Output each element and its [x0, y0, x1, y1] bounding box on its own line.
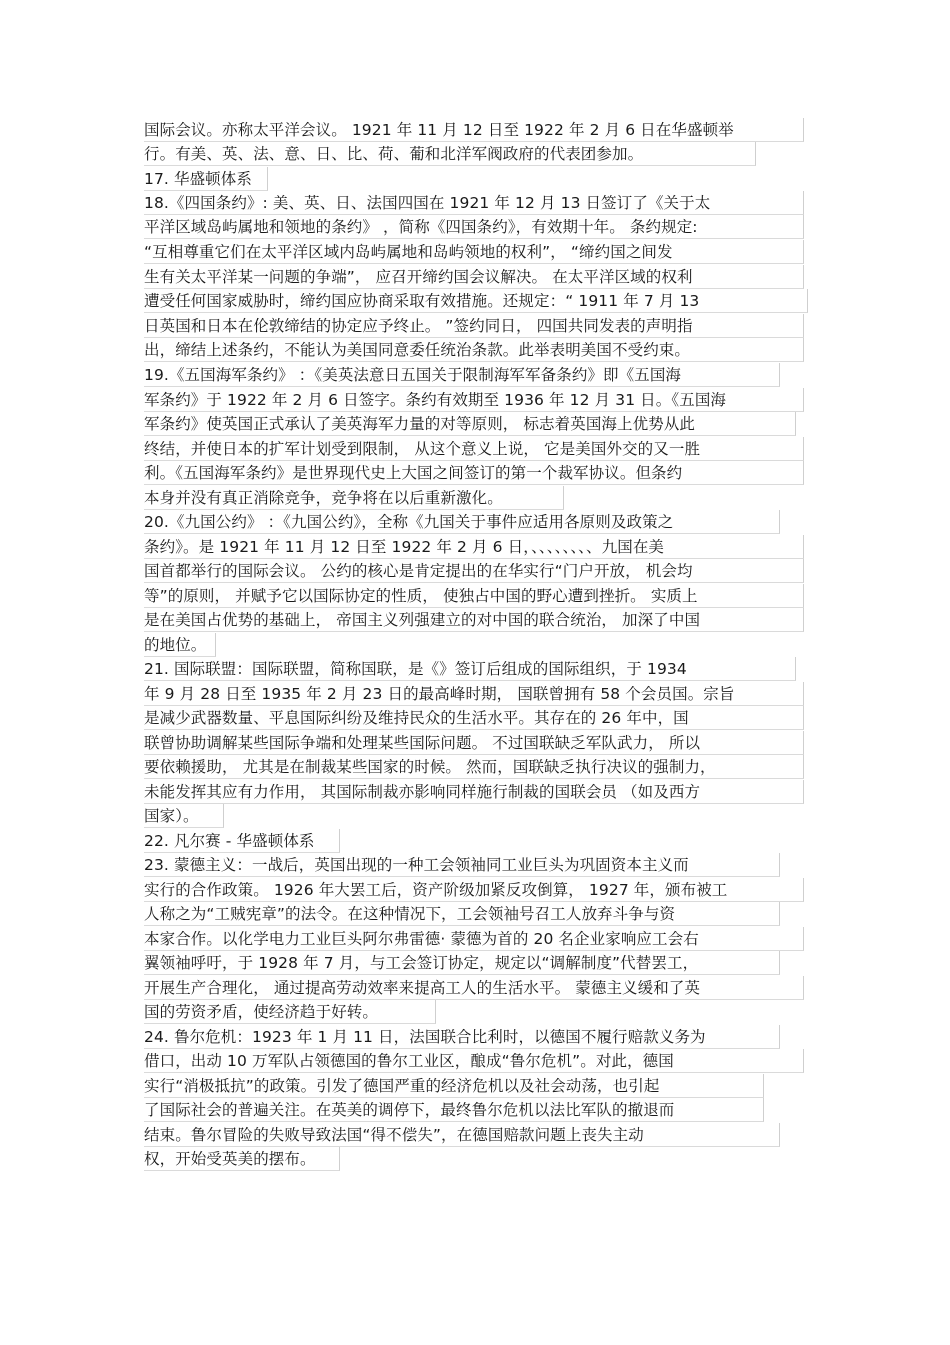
- text-line: 18.《四国条约》: 美、英、日、法国四国在 1921 年 12 月 13 日签订了《关于太: [144, 191, 804, 215]
- text-line: 出，缔结上述条约，不能认为美国同意委任统治条款。此举表明美国不受约束。: [144, 338, 804, 362]
- text-line: 了国际社会的普遍关注。在英美的调停下，最终鲁尔危机以法比军队的撤退而: [144, 1098, 764, 1122]
- section-heading: 17. 华盛顿体系: [144, 167, 268, 191]
- text-line: “互相尊重它们在太平洋区域内岛屿属地和岛屿领地的权利”， “缔约国之间发: [144, 240, 804, 264]
- text-line: 的地位。: [144, 633, 216, 657]
- text-line: 20.《九国公约》 ：《九国公约》，全称《九国关于事件应适用各原则及政策之: [144, 510, 780, 534]
- section-heading: 22. 凡尔赛 - 华盛顿体系: [144, 829, 340, 853]
- text-line: 等”的原则， 并赋予它以国际协定的性质， 使独占中国的野心遭到挫折。 实质上: [144, 584, 804, 608]
- text-line: 遭受任何国家威胁时，缔约国应协商采取有效措施。还规定：“ 1911 年 7 月 13: [144, 289, 808, 313]
- text-line: 人称之为“工贼宪章”的法令。在这种情况下，工会领袖号召工人放弃斗争与资: [144, 902, 780, 926]
- text-line: 借口，出动 10 万军队占领德国的鲁尔工业区，酿成“鲁尔危机”。对此，德国: [144, 1049, 804, 1073]
- text-line: 军条约》于 1922 年 2 月 6 日签字。条约有效期至 1936 年 12 月 31 日。《五国海: [144, 388, 804, 412]
- text-line: 实行“消极抵抗”的政策。引发了德国严重的经济危机以及社会动荡，也引起: [144, 1074, 764, 1098]
- text-line: 日英国和日本在伦敦缔结的协定应予终止。 ”签约同日， 四国共同发表的声明指: [144, 314, 804, 338]
- text-line: 要依赖援助， 尤其是在制裁某些国家的时候。 然而，国联缺乏执行决议的强制力，: [144, 755, 804, 779]
- text-line: 联曾协助调解某些国际争端和处理某些国际问题。 不过国联缺乏军队武力， 所以: [144, 731, 804, 755]
- text-line: 条约》。是 1921 年 11 月 12 日至 1922 年 2 月 6 日，、、、、、、、、九国在美: [144, 535, 804, 559]
- text-line: 国际会议。亦称太平洋会议。 1921 年 11 月 12 日至 1922 年 2 月 6 日在华盛顿举: [144, 118, 804, 142]
- text-line: 未能发挥其应有力作用， 其国际制裁亦影响同样施行制裁的国联会员 （如及西方: [144, 780, 804, 804]
- text-line: 国的劳资矛盾，使经济趋于好转。: [144, 1000, 436, 1024]
- text-line: 本家合作。以化学电力工业巨头阿尔弗雷德· 蒙德为首的 20 名企业家响应工会右: [144, 927, 804, 951]
- text-line: 19.《五国海军条约》 ：《美英法意日五国关于限制海军军备条约》即《五国海: [144, 363, 780, 387]
- text-line: 是在美国占优势的基础上， 帝国主义列强建立的对中国的联合统治， 加深了中国: [144, 608, 804, 632]
- text-line: 国家）。: [144, 804, 224, 828]
- text-line: 利。《五国海军条约》是世界现代史上大国之间签订的第一个裁军协议。但条约: [144, 461, 804, 485]
- text-line: 行。有美、英、法、意、日、比、荷、葡和北洋军阀政府的代表团参加。: [144, 142, 756, 166]
- text-line: 实行的合作政策。 1926 年大罢工后，资产阶级加紧反攻倒算， 1927 年，颁布被工: [144, 878, 804, 902]
- text-line: 23. 蒙德主义：一战后，英国出现的一种工会领袖同工业巨头为巩固资本主义而: [144, 853, 780, 877]
- text-line: 军条约》使英国正式承认了美英海军力量的对等原则， 标志着英国海上优势从此: [144, 412, 796, 436]
- text-line: 权，开始受英美的摆布。: [144, 1147, 340, 1171]
- text-line: 本身并没有真正消除竞争，竞争将在以后重新激化。: [144, 486, 564, 510]
- text-line: 生有关太平洋某一问题的争端”， 应召开缔约国会议解决。 在太平洋区域的权利: [144, 265, 804, 289]
- text-line: 平洋区域岛屿属地和领地的条约》 ，简称《四国条约》，有效期十年。 条约规定:: [144, 215, 804, 239]
- text-line: 结束。鲁尔冒险的失败导致法国“得不偿失”，在德国赔款问题上丧失主动: [144, 1123, 780, 1147]
- text-line: 21. 国际联盟：国际联盟，简称国联，是《》签订后组成的国际组织，于 1934: [144, 657, 796, 681]
- text-line: 是减少武器数量、平息国际纠纷及维持民众的生活水平。其存在的 26 年中，国: [144, 706, 804, 730]
- text-line: 年 9 月 28 日至 1935 年 2 月 23 日的最高峰时期， 国联曾拥有 58 个会员国。宗旨: [144, 682, 804, 706]
- text-line: 开展生产合理化， 通过提高劳动效率来提高工人的生活水平。 蒙德主义缓和了英: [144, 976, 804, 1000]
- text-line: 翼领袖呼吁，于 1928 年 7 月，与工会签订协定，规定以“调解制度”代替罢工，: [144, 951, 780, 975]
- text-line: 国首都举行的国际会议。 公约的核心是肯定提出的在华实行“门户开放， 机会均: [144, 559, 804, 583]
- text-line: 终结，并使日本的扩军计划受到限制， 从这个意义上说， 它是美国外交的又一胜: [144, 437, 804, 461]
- text-line: 24. 鲁尔危机：1923 年 1 月 11 日，法国联合比利时，以德国不履行赔款义务为: [144, 1025, 780, 1049]
